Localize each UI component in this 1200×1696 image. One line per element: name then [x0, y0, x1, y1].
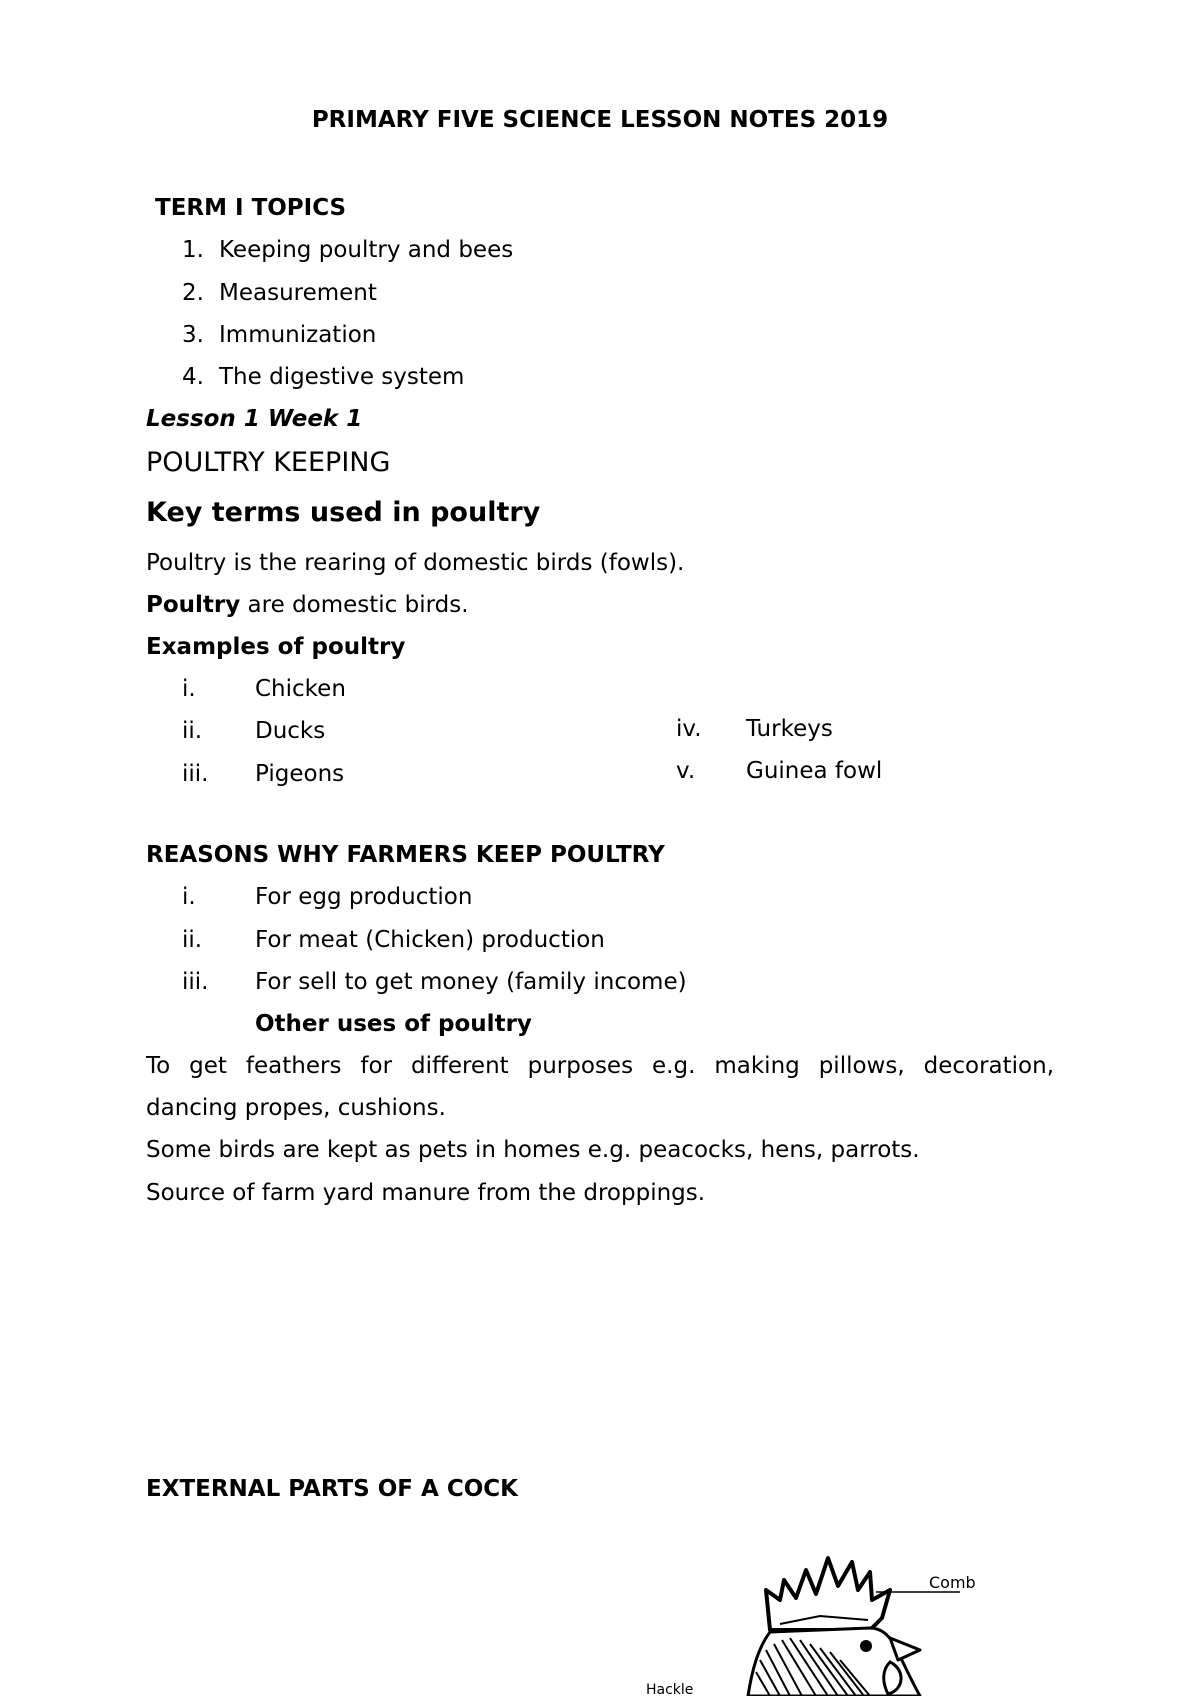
reason-item: For meat (Chicken) production	[255, 927, 605, 953]
comb-label: Comb	[929, 1573, 976, 1592]
example-number: iv.	[676, 716, 702, 742]
example-item: Ducks	[255, 718, 326, 744]
section-title: POULTRY KEEPING	[146, 447, 391, 478]
example-item: Chicken	[255, 676, 346, 702]
other-use-pets: Some birds are kept as pets in homes e.g. peacocks, hens, parrots.	[146, 1137, 920, 1163]
example-number: v.	[676, 758, 696, 784]
other-uses-heading: Other uses of poultry	[255, 1011, 532, 1037]
definition-rest: are domestic birds.	[240, 592, 469, 618]
example-number: ii.	[182, 718, 203, 744]
document-title: PRIMARY FIVE SCIENCE LESSON NOTES 2019	[311, 107, 889, 133]
definition-term: Poultry	[146, 592, 241, 618]
topic-number: 4.	[182, 364, 204, 390]
key-terms-heading: Key terms used in poultry	[146, 497, 541, 528]
external-parts-heading: EXTERNAL PARTS OF A COCK	[146, 1476, 518, 1502]
definition-poultry-birds	[146, 592, 469, 618]
reason-number: i.	[182, 884, 196, 910]
example-item: Turkeys	[746, 716, 833, 742]
eye-shape	[860, 1640, 872, 1652]
other-use-manure: Source of farm yard manure from the droppings.	[146, 1180, 706, 1206]
examples-heading: Examples of poultry	[146, 634, 406, 660]
term-heading: TERM I TOPICS	[155, 195, 347, 221]
other-use-feathers: To get feathers for different purposes e.g. making pillows, decoration,	[146, 1053, 1054, 1079]
other-use-feathers-cont: dancing propes, cushions.	[146, 1095, 446, 1121]
topic-number: 3.	[182, 322, 204, 348]
topic-number: 2.	[182, 280, 204, 306]
topic-text: Keeping poultry and bees	[219, 237, 514, 263]
topic-number: 1.	[182, 237, 204, 263]
hackle-label: Hackle	[646, 1682, 694, 1696]
reason-number: ii.	[182, 927, 203, 953]
example-item: Pigeons	[255, 761, 345, 787]
reason-item: For egg production	[255, 884, 473, 910]
lesson-label: Lesson 1 Week 1	[146, 406, 363, 432]
example-number: iii.	[182, 761, 209, 787]
comb-shape	[766, 1558, 890, 1630]
example-number: i.	[182, 676, 196, 702]
reason-number: iii.	[182, 969, 209, 995]
topic-text: Measurement	[219, 280, 377, 306]
cock-head-diagram	[620, 1520, 980, 1696]
reasons-heading: REASONS WHY FARMERS KEEP POULTRY	[146, 842, 665, 868]
example-item: Guinea fowl	[746, 758, 883, 784]
definition-poultry-rearing: Poultry is the rearing of domestic birds (fowls).	[146, 550, 685, 576]
reason-item: For sell to get money (family income)	[255, 969, 687, 995]
topic-text: The digestive system	[219, 364, 465, 390]
topic-text: Immunization	[219, 322, 377, 348]
